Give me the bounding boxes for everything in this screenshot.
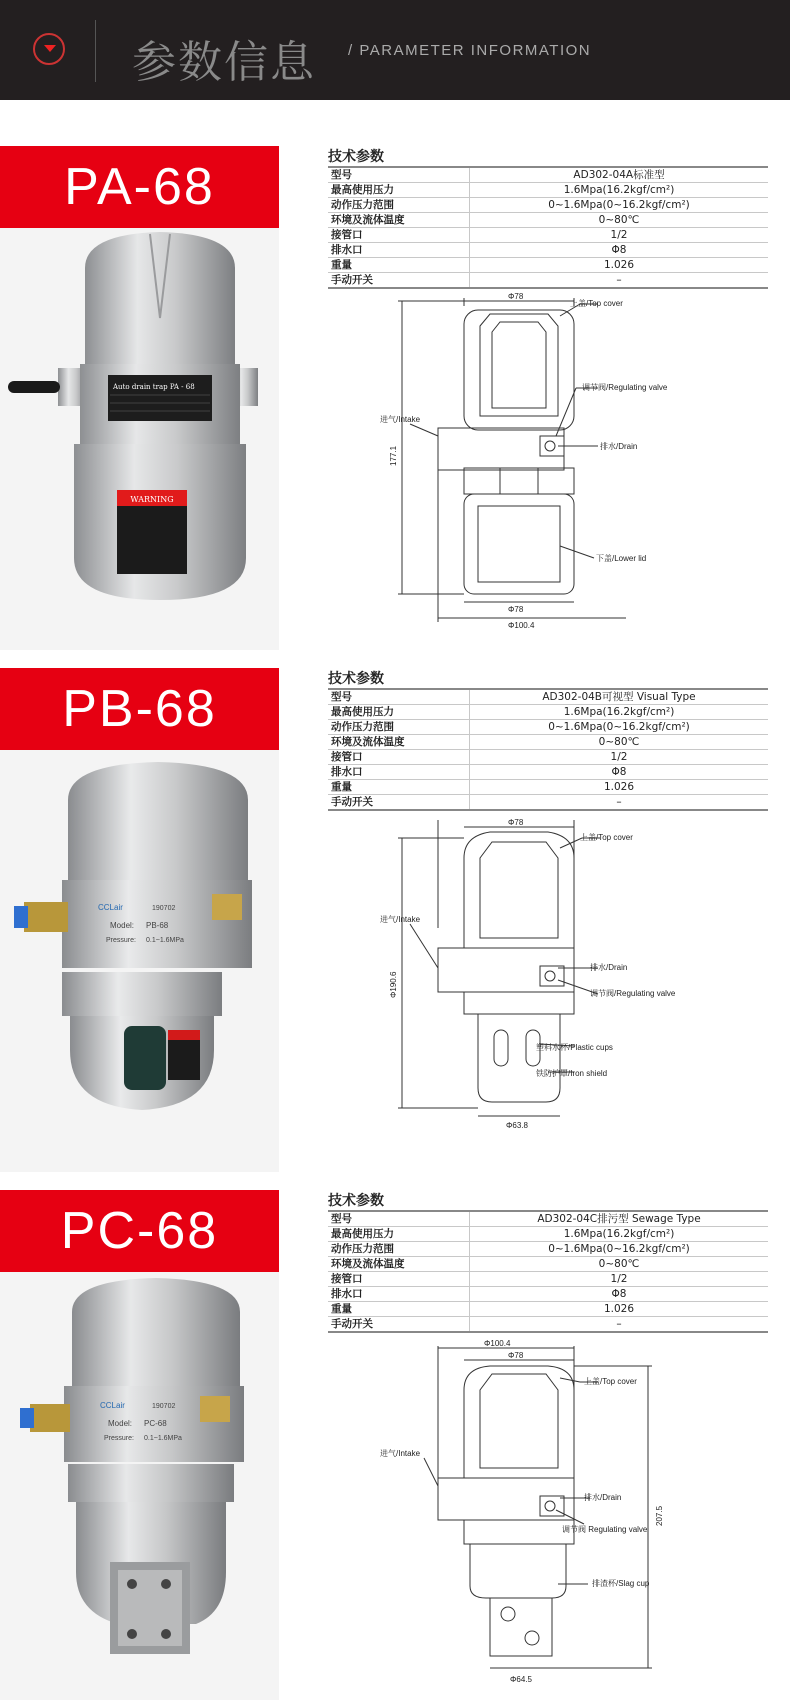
table-row: 动作压力范围 0~1.6Mpa(0~16.2kgf/cm²): [328, 1242, 768, 1257]
table-row: 手动开关 –: [328, 273, 768, 289]
model-label: Model:: [108, 1419, 133, 1428]
page-header: [0, 0, 790, 100]
table-row: 排水口 Φ8: [328, 765, 768, 780]
table-row: 排水口 Φ8: [328, 1287, 768, 1302]
spec-title: 技术参数: [328, 149, 384, 165]
pc68-technical-drawing: [380, 1339, 740, 1696]
table-row: 最高使用压力 1.6Mpa(16.2kgf/cm²): [328, 1227, 768, 1242]
table-row: 型号 AD302-04C排污型 Sewage Type: [328, 1211, 768, 1227]
page-subtitle: / PARAMETER INFORMATION: [348, 42, 592, 59]
table-row: 最高使用压力 1.6Mpa(16.2kgf/cm²): [328, 183, 768, 198]
table-row: 重量 1.026: [328, 1302, 768, 1317]
table-row: 重量 1.026: [328, 780, 768, 795]
pressure-label: Pressure:: [106, 937, 136, 944]
dim-top: Φ78: [508, 292, 524, 301]
pa68-technical-drawing: [380, 292, 740, 630]
chevron-down-icon: [33, 33, 65, 65]
pb68-product-image: [0, 750, 279, 1172]
label-iron-shield: 铁防护罩/Iron shield: [536, 1069, 608, 1078]
pa68-product-image: [0, 228, 279, 650]
table-row: 接管口 1/2: [328, 228, 768, 243]
dim-height: 207.5: [655, 1505, 664, 1526]
table-row: 环境及流体温度 0~80℃: [328, 1257, 768, 1272]
label-intake: 进气/Intake: [380, 915, 421, 924]
warning-label: WARNING: [130, 495, 174, 504]
dim-bottom: Φ63.8: [506, 1121, 528, 1130]
serial-label: 190702: [152, 905, 176, 912]
table-row: 型号 AD302-04B可视型 Visual Type: [328, 689, 768, 705]
label-regulating-valve: 调节阀 Regulating valve: [562, 1525, 648, 1534]
table-row: 接管口 1/2: [328, 750, 768, 765]
dim-bottom: Φ64.5: [510, 1675, 532, 1684]
spec-table: [328, 688, 768, 811]
label-drain: 排水/Drain: [584, 1493, 622, 1502]
label-regulating-valve: 调节阀/Regulating valve: [582, 383, 668, 392]
label-lower-lid: 下盖/Lower lid: [596, 554, 647, 563]
dim-height: 177.1: [389, 445, 398, 466]
label-top-cover: 上盖/Top cover: [580, 833, 633, 842]
table-row: 重量 1.026: [328, 258, 768, 273]
spec-table: [328, 166, 768, 289]
table-row: 环境及流体温度 0~80℃: [328, 213, 768, 228]
label-plastic-cups: 塑料水杯/Plastic cups: [536, 1043, 613, 1052]
spec-title: 技术参数: [328, 671, 384, 687]
table-row: 最高使用压力 1.6Mpa(16.2kgf/cm²): [328, 705, 768, 720]
dim-top: Φ78: [508, 818, 524, 827]
product-section-pb68: [0, 668, 790, 1172]
dim-bottom: Φ78: [508, 605, 524, 614]
dim-top: Φ100.4: [484, 1339, 511, 1348]
product-photo: [0, 668, 279, 1172]
serial-label: 190702: [152, 1403, 176, 1410]
label-intake: 进气/Intake: [380, 415, 421, 424]
table-row: 动作压力范围 0~1.6Mpa(0~16.2kgf/cm²): [328, 198, 768, 213]
dim-top-2: Φ78: [508, 1351, 524, 1360]
pressure-label: Pressure:: [104, 1435, 134, 1442]
spec-table: [328, 1210, 768, 1333]
model-banner: PA-68: [0, 146, 279, 228]
table-row: 手动开关 –: [328, 795, 768, 811]
header-divider: [95, 20, 96, 82]
label-regulating-valve: 调节阀/Regulating valve: [590, 989, 676, 998]
pb68-technical-drawing: [380, 818, 740, 1148]
model-banner: PB-68: [0, 668, 279, 750]
spec-title: 技术参数: [328, 1193, 384, 1209]
table-row: 型号 AD302-04A标准型: [328, 167, 768, 183]
brand-label: CCLair: [98, 903, 123, 912]
table-row: 手动开关 –: [328, 1317, 768, 1333]
pa68-label-text: Auto drain trap PA - 68: [113, 383, 195, 391]
model-value: PC-68: [144, 1419, 167, 1428]
label-drain: 排水/Drain: [590, 963, 628, 972]
dim-width: Φ100.4: [508, 621, 535, 630]
table-row: 环境及流体温度 0~80℃: [328, 735, 768, 750]
label-drain: 排水/Drain: [600, 442, 638, 451]
product-section-pc68: [0, 1190, 790, 1700]
label-intake: 进气/Intake: [380, 1449, 421, 1458]
table-row: 排水口 Φ8: [328, 243, 768, 258]
table-row: 接管口 1/2: [328, 1272, 768, 1287]
pc68-product-image: [0, 1272, 279, 1700]
page-title: 参数信息: [132, 37, 316, 88]
dim-height: Φ190.6: [389, 971, 398, 998]
brand-label: CCLair: [100, 1401, 125, 1410]
model-banner: PC-68: [0, 1190, 279, 1272]
pressure-value: 0.1~1.6MPa: [146, 937, 184, 944]
label-top-cover: 上盖/Top cover: [584, 1377, 637, 1386]
product-photo: [0, 146, 279, 650]
model-label: Model:: [110, 921, 135, 930]
table-row: 动作压力范围 0~1.6Mpa(0~16.2kgf/cm²): [328, 720, 768, 735]
label-slag-cup: 排渣杯/Slag cup: [592, 1579, 650, 1588]
product-section-pa68: [0, 146, 790, 650]
model-value: PB-68: [146, 921, 169, 930]
product-photo: [0, 1190, 279, 1700]
label-top-cover: 上盖/Top cover: [570, 299, 623, 308]
pressure-value: 0.1~1.6MPa: [144, 1435, 182, 1442]
